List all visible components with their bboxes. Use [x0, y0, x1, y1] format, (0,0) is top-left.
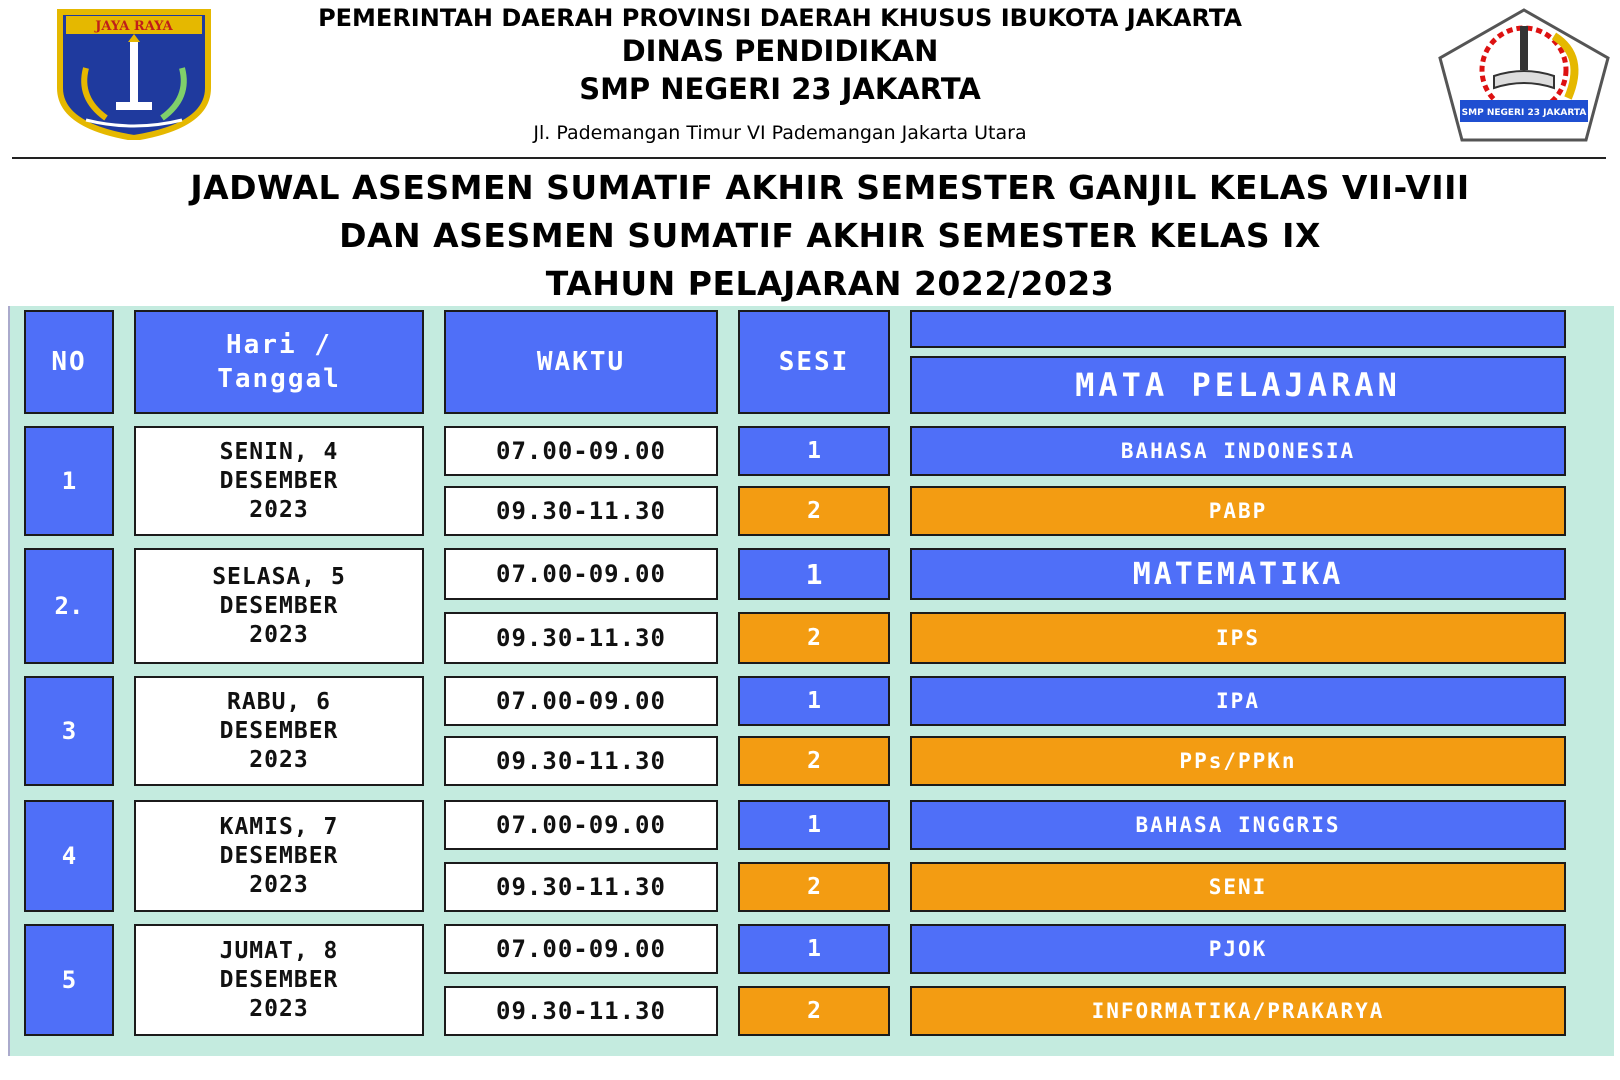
session-number — [738, 548, 890, 600]
header-time-label: WAKTU — [536, 347, 626, 377]
session-subject — [910, 736, 1566, 786]
row-date-day: SENIN, 4 — [219, 438, 339, 465]
row-date-month: DESEMBER — [219, 467, 339, 494]
session-number — [738, 676, 890, 726]
session-subject — [910, 426, 1566, 476]
row-no-value: 3 — [61, 717, 77, 745]
row-date-month: DESEMBER — [219, 592, 339, 619]
row-date-day: KAMIS, 7 — [219, 813, 339, 840]
row-date-month: DESEMBER — [219, 842, 339, 869]
row-date — [134, 800, 424, 912]
row-date — [134, 548, 424, 664]
session-time — [444, 800, 718, 850]
session-number — [738, 612, 890, 664]
header-session — [738, 310, 890, 414]
header-day-line2: Tanggal — [217, 364, 341, 394]
session-time-value: 09.30-11.30 — [496, 997, 666, 1025]
session-number-value: 1 — [807, 438, 821, 464]
row-date-month: DESEMBER — [219, 966, 339, 993]
session-subject-value: PPs/PPKn — [1179, 749, 1297, 773]
row-no-value: 2. — [54, 592, 84, 620]
header-no-label: NO — [51, 347, 87, 377]
government-heading: PEMERINTAH DAERAH PROVINSI DAERAH KHUSUS IBUKOTA JAKARTA — [318, 4, 1242, 32]
session-number — [738, 486, 890, 536]
session-subject-value: INFORMATIKA/PRAKARYA — [1091, 999, 1385, 1023]
header-no — [24, 310, 114, 414]
header-day-line1: Hari / — [226, 330, 332, 360]
session-time-value: 09.30-11.30 — [496, 747, 666, 775]
session-number-value: 1 — [807, 812, 821, 838]
row-no-value: 4 — [61, 842, 77, 870]
session-time — [444, 426, 718, 476]
session-subject — [910, 676, 1566, 726]
session-time-value: 07.00-09.00 — [496, 811, 666, 839]
row-date-month: DESEMBER — [219, 717, 339, 744]
session-number-value: 1 — [807, 688, 821, 714]
row-no — [24, 924, 114, 1036]
header-time — [444, 310, 718, 414]
row-date-day: SELASA, 5 — [212, 563, 346, 590]
session-number-value: 2 — [807, 625, 821, 651]
session-number-value: 2 — [807, 498, 821, 524]
row-date-year: 2023 — [249, 871, 309, 898]
row-no — [24, 548, 114, 664]
session-subject-value: PJOK — [1208, 937, 1268, 961]
session-number-value: 1 — [805, 557, 823, 591]
session-time — [444, 612, 718, 664]
header-session-label: SESI — [778, 347, 850, 377]
header-subject-top-band — [910, 310, 1566, 348]
row-date-day: RABU, 6 — [227, 688, 331, 715]
session-subject — [910, 548, 1566, 600]
session-time — [444, 736, 718, 786]
session-time-value: 07.00-09.00 — [496, 935, 666, 963]
row-no-value: 1 — [61, 467, 77, 495]
session-time — [444, 986, 718, 1036]
session-subject — [910, 800, 1566, 850]
session-time-value: 07.00-09.00 — [496, 687, 666, 715]
session-time-value: 09.30-11.30 — [496, 497, 666, 525]
session-subject-value: IPS — [1216, 626, 1260, 650]
session-time — [444, 924, 718, 974]
session-time-value: 07.00-09.00 — [496, 560, 666, 588]
session-number — [738, 924, 890, 974]
header-day — [134, 310, 424, 414]
row-date-year: 2023 — [249, 746, 309, 773]
department-heading: DINAS PENDIDIKAN — [621, 34, 939, 68]
row-date — [134, 426, 424, 536]
row-no-value: 5 — [61, 966, 77, 994]
row-date — [134, 924, 424, 1036]
row-no — [24, 676, 114, 786]
session-number — [738, 800, 890, 850]
session-time-value: 07.00-09.00 — [496, 437, 666, 465]
session-subject-value: MATEMATIKA — [1132, 556, 1344, 592]
row-date — [134, 676, 424, 786]
row-date-year: 2023 — [249, 496, 309, 523]
session-subject — [910, 612, 1566, 664]
session-number-value: 1 — [807, 936, 821, 962]
session-number-value: 2 — [807, 874, 821, 900]
session-subject-value: IPA — [1216, 689, 1260, 713]
schedule-title-line1: JADWAL ASESMEN SUMATIF AKHIR SEMESTER GANJIL KELAS VII-VIII — [190, 168, 1470, 207]
crest-motto: JAYA RAYA — [95, 19, 173, 34]
school-logo-label: SMP NEGERI 23 JAKARTA — [1461, 108, 1587, 118]
session-time — [444, 548, 718, 600]
session-time — [444, 486, 718, 536]
row-date-year: 2023 — [249, 995, 309, 1022]
session-subject — [910, 862, 1566, 912]
session-subject-value: BAHASA INGGRIS — [1135, 813, 1341, 837]
row-date-year: 2023 — [249, 621, 309, 648]
session-subject-value: SENI — [1208, 875, 1268, 899]
session-subject — [910, 486, 1566, 536]
header-divider — [12, 157, 1606, 159]
session-number — [738, 986, 890, 1036]
session-number-value: 2 — [807, 998, 821, 1024]
session-time-value: 09.30-11.30 — [496, 624, 666, 652]
schedule-table — [8, 306, 1614, 1056]
session-number — [738, 862, 890, 912]
session-time — [444, 676, 718, 726]
session-subject-value: PABP — [1208, 499, 1268, 523]
session-subject — [910, 924, 1566, 974]
row-date-day: JUMAT, 8 — [219, 937, 339, 964]
row-no — [24, 426, 114, 536]
session-subject — [910, 986, 1566, 1036]
session-time-value: 09.30-11.30 — [496, 873, 666, 901]
session-time — [444, 862, 718, 912]
header-subject — [910, 356, 1566, 414]
school-address: Jl. Pademangan Timur VI Pademangan Jakarta Utara — [533, 122, 1027, 144]
schedule-title-line2: DAN ASESMEN SUMATIF AKHIR SEMESTER KELAS IX — [339, 216, 1321, 255]
session-number-value: 2 — [807, 748, 821, 774]
schedule-title-line3: TAHUN PELAJARAN 2022/2023 — [545, 264, 1115, 303]
session-number — [738, 736, 890, 786]
session-subject-value: BAHASA INDONESIA — [1120, 439, 1356, 463]
school-heading: SMP NEGERI 23 JAKARTA — [579, 72, 981, 106]
row-no — [24, 800, 114, 912]
session-number — [738, 426, 890, 476]
header-subject-label: MATA PELAJARAN — [1075, 366, 1401, 404]
